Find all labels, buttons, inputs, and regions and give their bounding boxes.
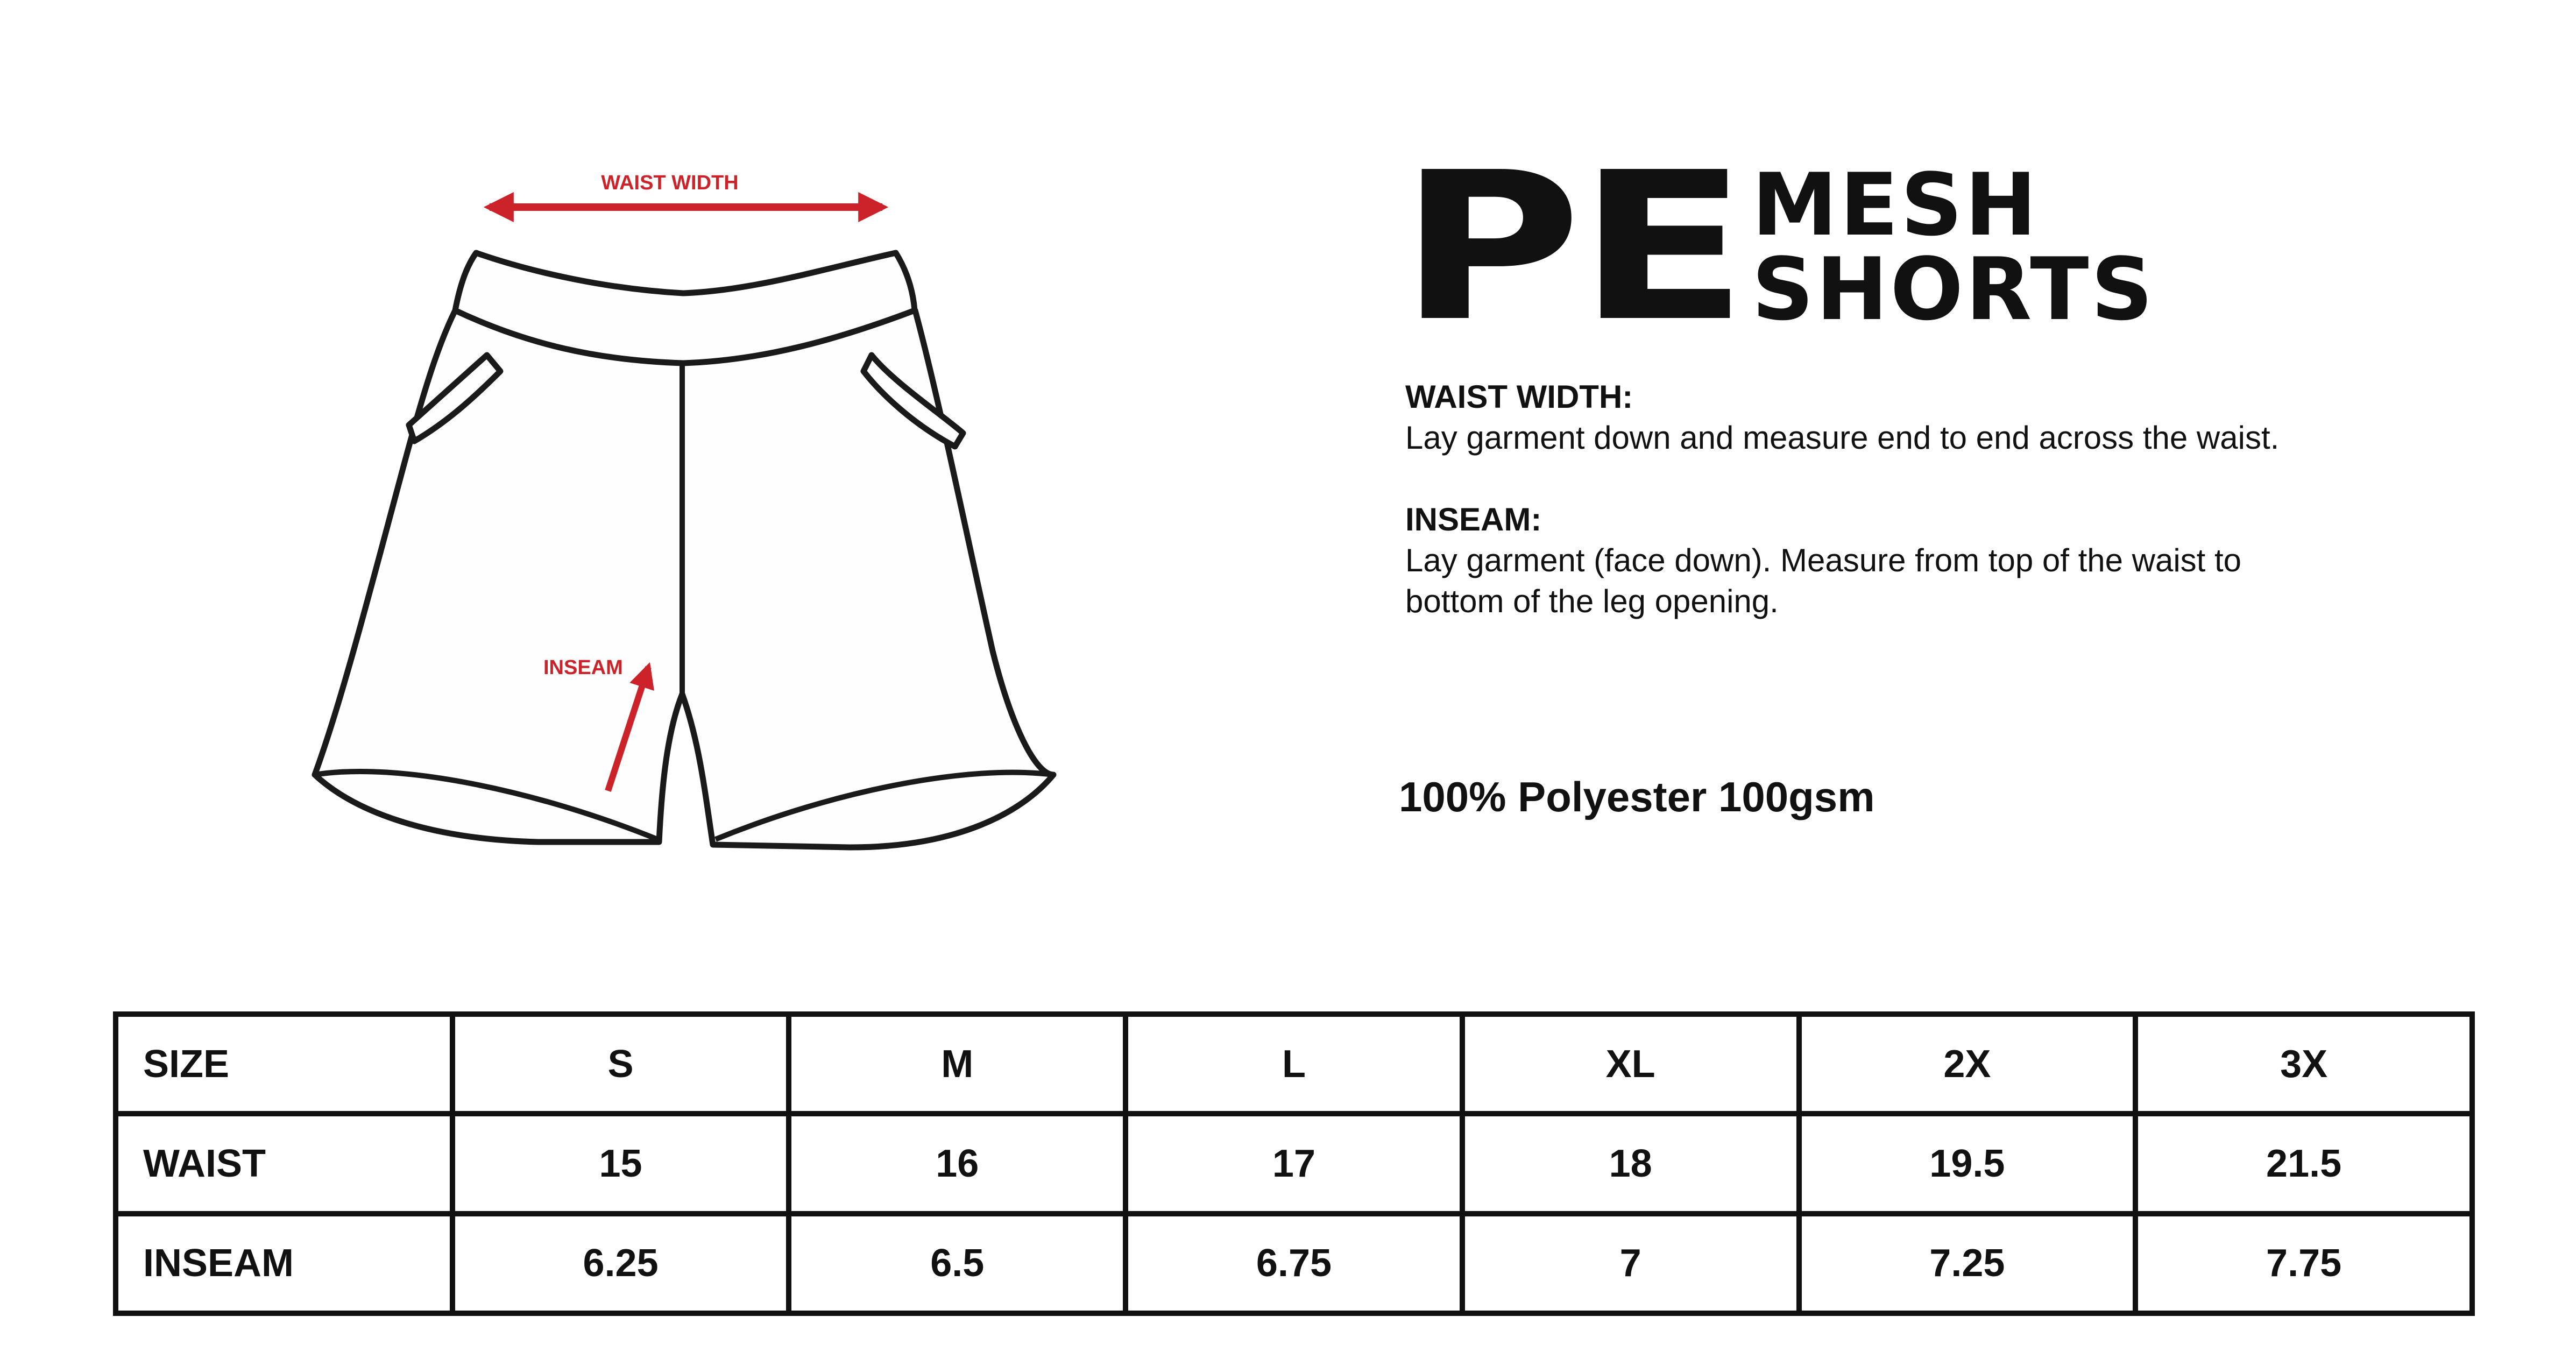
table-cell: 6.25	[452, 1214, 789, 1313]
table-cell: 6.75	[1126, 1214, 1462, 1313]
inseam-heading: INSEAM:	[1405, 501, 1542, 537]
waist-heading: WAIST WIDTH:	[1405, 379, 1633, 415]
table-cell: 15	[452, 1114, 789, 1213]
table-cell: 16	[789, 1114, 1126, 1213]
title-pe: PE	[1399, 128, 1744, 366]
title-mesh-shorts	[1752, 154, 2155, 339]
table-row	[116, 1214, 2472, 1313]
table-cell: 2X	[1799, 1014, 2136, 1114]
table-cell: S	[452, 1014, 789, 1114]
table-row	[116, 1114, 2472, 1213]
table-cell: 7	[1462, 1214, 1799, 1313]
inseam-instructions	[1405, 499, 2320, 622]
table-cell: M	[789, 1014, 1126, 1114]
table-cell: 6.5	[789, 1214, 1126, 1313]
table-cell: 3X	[2135, 1014, 2472, 1114]
title-mesh: MESH	[1752, 154, 2039, 256]
table-cell: 7.25	[1799, 1214, 2136, 1313]
waist-width-label: WAIST WIDTH	[601, 172, 739, 194]
inseam-label: INSEAM	[543, 656, 623, 679]
waist-text: Lay garment down and measure end to end across the waist.	[1405, 420, 2280, 456]
row-header-cell: SIZE	[116, 1014, 452, 1114]
product-title	[1399, 128, 2155, 366]
table-cell: L	[1126, 1014, 1462, 1114]
table-row	[116, 1014, 2472, 1114]
row-header-cell: WAIST	[116, 1114, 452, 1213]
table-cell: 21.5	[2135, 1114, 2472, 1213]
measurement-instructions	[1405, 377, 2320, 663]
table-cell: 19.5	[1799, 1114, 2136, 1213]
table-cell: XL	[1462, 1014, 1799, 1114]
size-chart-table	[113, 1011, 2475, 1316]
table-cell: 18	[1462, 1114, 1799, 1213]
table-cell: 7.75	[2135, 1214, 2472, 1313]
fabric-composition: 100% Polyester 100gsm	[1399, 773, 1875, 820]
size-chart-body	[116, 1014, 2472, 1313]
inseam-text: Lay garment (face down). Measure from top of the waist to bottom of the leg opening.	[1405, 542, 2242, 619]
row-header-cell: INSEAM	[116, 1214, 452, 1313]
waist-instructions	[1405, 377, 2320, 458]
title-shorts: SHORTS	[1752, 239, 2155, 339]
table-cell: 17	[1126, 1114, 1462, 1213]
